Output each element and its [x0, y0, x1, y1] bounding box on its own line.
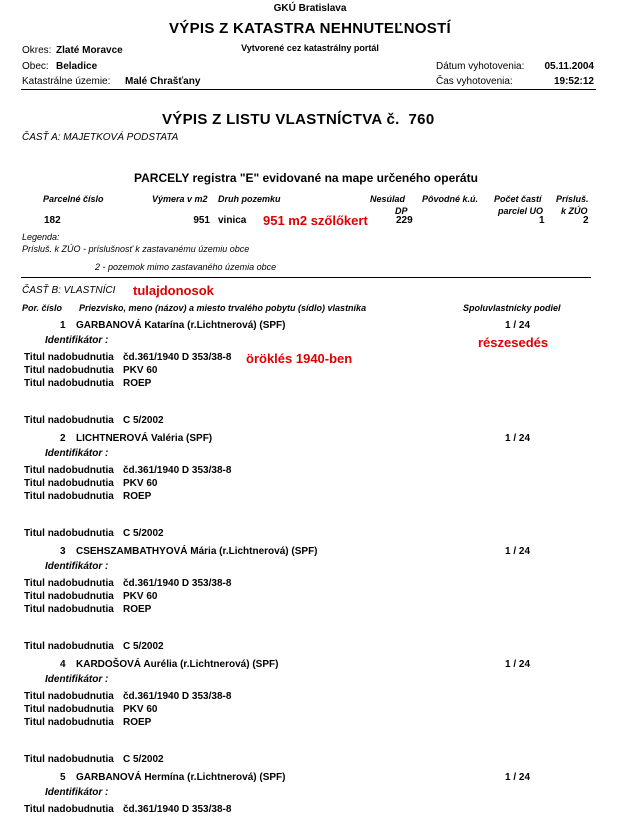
- part-a-heading: ČASŤ A: MAJETKOVÁ PODSTATA: [22, 132, 179, 143]
- titul-label: Titul nadobudnutia: [24, 478, 114, 489]
- titul-value: C 5/2002: [123, 528, 164, 539]
- owner-identifier-label: Identifikátor :: [45, 561, 109, 572]
- titul-label: Titul nadobudnutia: [24, 704, 114, 715]
- legend-line-2: 2 - pozemok mimo zastavaného územia obce: [95, 262, 277, 272]
- owners-annotation: tulajdonosok: [133, 283, 214, 298]
- katastralne-uzemie-value: Malé Chrašťany: [125, 76, 201, 87]
- titul-label: Titul nadobudnutia: [24, 491, 114, 502]
- date-label: Dátum vyhotovenia:: [436, 61, 525, 72]
- titul-value: čd.361/1940 D 353/38-8: [123, 691, 232, 702]
- col-pocet-casti: Počet častí: [494, 194, 542, 204]
- titul-label: Titul nadobudnutia: [24, 528, 114, 539]
- part-b-heading: ČASŤ B: VLASTNÍCI: [22, 285, 116, 296]
- owner-name: LICHTNEROVÁ Valéria (SPF): [76, 433, 213, 444]
- parcel-land-type: vinica: [218, 215, 247, 226]
- share-annotation: részesedés: [478, 335, 549, 350]
- col-parcel-number: Parcelné číslo: [43, 194, 104, 204]
- titul-label: Titul nadobudnutia: [24, 804, 114, 815]
- col-povodne-ku: Pôvodné k.ú.: [422, 194, 479, 204]
- titul-value: PKV 60: [123, 591, 158, 602]
- obec-value: Beladice: [56, 61, 98, 72]
- parcel-dp: 229: [396, 215, 413, 226]
- col-area: Výmera v m2: [152, 194, 208, 204]
- lv-number: 760: [408, 111, 435, 128]
- titul-value: ROEP: [123, 717, 152, 728]
- owner-number: 3: [60, 546, 66, 557]
- owner-identifier-label: Identifikátor :: [45, 787, 109, 798]
- owner-number: 4: [60, 659, 66, 670]
- col-por-cislo: Por. číslo: [22, 303, 63, 313]
- titul-label: Titul nadobudnutia: [24, 604, 114, 615]
- col-dp: DP: [395, 206, 408, 216]
- owner-share: 1 / 24: [505, 772, 531, 783]
- inheritance-annotation: öröklés 1940-ben: [246, 351, 353, 366]
- parcel-pocet-casti: 1: [539, 215, 545, 226]
- header-divider: [21, 89, 596, 90]
- parcel-k-zuo: 2: [583, 215, 589, 226]
- owner-name: CSEHSZAMBATHYOVÁ Mária (r.Lichtnerová) (SPF): [76, 546, 318, 557]
- titul-value: ROEP: [123, 491, 152, 502]
- okres-value: Zlaté Moravce: [56, 45, 123, 56]
- titul-value: čd.361/1940 D 353/38-8: [123, 465, 232, 476]
- titul-label: Titul nadobudnutia: [24, 578, 114, 589]
- col-prislus: Prísluš.: [556, 194, 589, 204]
- titul-value: PKV 60: [123, 478, 158, 489]
- section-divider: [21, 277, 591, 278]
- parcels-title: PARCELY registra "E" evidované na mape určeného operátu: [134, 171, 478, 185]
- time-value: 19:52:12: [553, 76, 594, 87]
- owner-name: GARBANOVÁ Katarína (r.Lichtnerová) (SPF): [76, 320, 286, 331]
- katastralne-uzemie-label: Katastrálne územie:: [22, 76, 111, 87]
- time-label: Čas vyhotovenia:: [436, 76, 513, 87]
- date-value: 05.11.2004: [544, 61, 594, 72]
- titul-value: C 5/2002: [123, 641, 164, 652]
- okres-label: Okres:: [22, 45, 52, 56]
- legend-label: Legenda:: [22, 232, 60, 242]
- titul-label: Titul nadobudnutia: [24, 754, 114, 765]
- col-land-type: Druh pozemku: [218, 194, 281, 204]
- titul-value: ROEP: [123, 378, 152, 389]
- area-annotation: 951 m2 szőlőkert: [263, 213, 368, 228]
- titul-value: ROEP: [123, 604, 152, 615]
- titul-label: Titul nadobudnutia: [24, 465, 114, 476]
- col-parciel-uo: parciel UO: [498, 206, 544, 216]
- titul-value: čd.361/1940 D 353/38-8: [123, 352, 232, 363]
- titul-value: C 5/2002: [123, 754, 164, 765]
- titul-value: C 5/2002: [123, 415, 164, 426]
- titul-label: Titul nadobudnutia: [24, 365, 114, 376]
- document-subtitle: Vytvorené cez katastrálny portál: [241, 43, 379, 53]
- parcel-area: 951: [193, 215, 210, 226]
- col-nesulad: Nesúlad: [370, 194, 406, 204]
- titul-value: čd.361/1940 D 353/38-8: [123, 578, 232, 589]
- office-name: GKÚ Bratislava: [273, 3, 347, 14]
- owner-number: 1: [60, 320, 66, 331]
- owner-number: 2: [60, 433, 66, 444]
- titul-label: Titul nadobudnutia: [24, 691, 114, 702]
- titul-label: Titul nadobudnutia: [24, 591, 114, 602]
- titul-label: Titul nadobudnutia: [24, 378, 114, 389]
- titul-value: PKV 60: [123, 365, 158, 376]
- obec-label: Obec:: [22, 61, 49, 72]
- titul-label: Titul nadobudnutia: [24, 717, 114, 728]
- owner-identifier-label: Identifikátor :: [45, 448, 109, 459]
- col-owner-name: Priezvisko, meno (názov) a miesto trvalého pobytu (sídlo) vlastníka: [79, 303, 367, 313]
- owner-share: 1 / 24: [505, 433, 531, 444]
- legend-line-1: Prísluš. k ZÚO - príslušnosť k zastavanému územiu obce: [22, 244, 250, 254]
- owner-identifier-label: Identifikátor :: [45, 674, 109, 685]
- titul-label: Titul nadobudnutia: [24, 641, 114, 652]
- owner-name: KARDOŠOVÁ Aurélia (r.Lichtnerová) (SPF): [76, 659, 279, 670]
- owner-share: 1 / 24: [505, 546, 531, 557]
- titul-value: čd.361/1940 D 353/38-8: [123, 804, 232, 815]
- parcel-number: 182: [44, 215, 61, 226]
- owner-share: 1 / 24: [505, 659, 531, 670]
- owner-identifier-label: Identifikátor :: [45, 335, 109, 346]
- lv-title: VÝPIS Z LISTU VLASTNÍCTVA č. 760: [162, 111, 435, 128]
- document-title: VÝPIS Z KATASTRA NEHNUTEĽNOSTÍ: [168, 20, 452, 37]
- owner-share: 1 / 24: [505, 320, 531, 331]
- col-k-zuo: k ZÚO: [561, 206, 588, 216]
- titul-label: Titul nadobudnutia: [24, 352, 114, 363]
- titul-label: Titul nadobudnutia: [24, 415, 114, 426]
- owner-number: 5: [60, 772, 66, 783]
- titul-value: PKV 60: [123, 704, 158, 715]
- owner-name: GARBANOVÁ Hermína (r.Lichtnerová) (SPF): [76, 772, 286, 783]
- col-share: Spoluvlastnícky podiel: [463, 303, 561, 313]
